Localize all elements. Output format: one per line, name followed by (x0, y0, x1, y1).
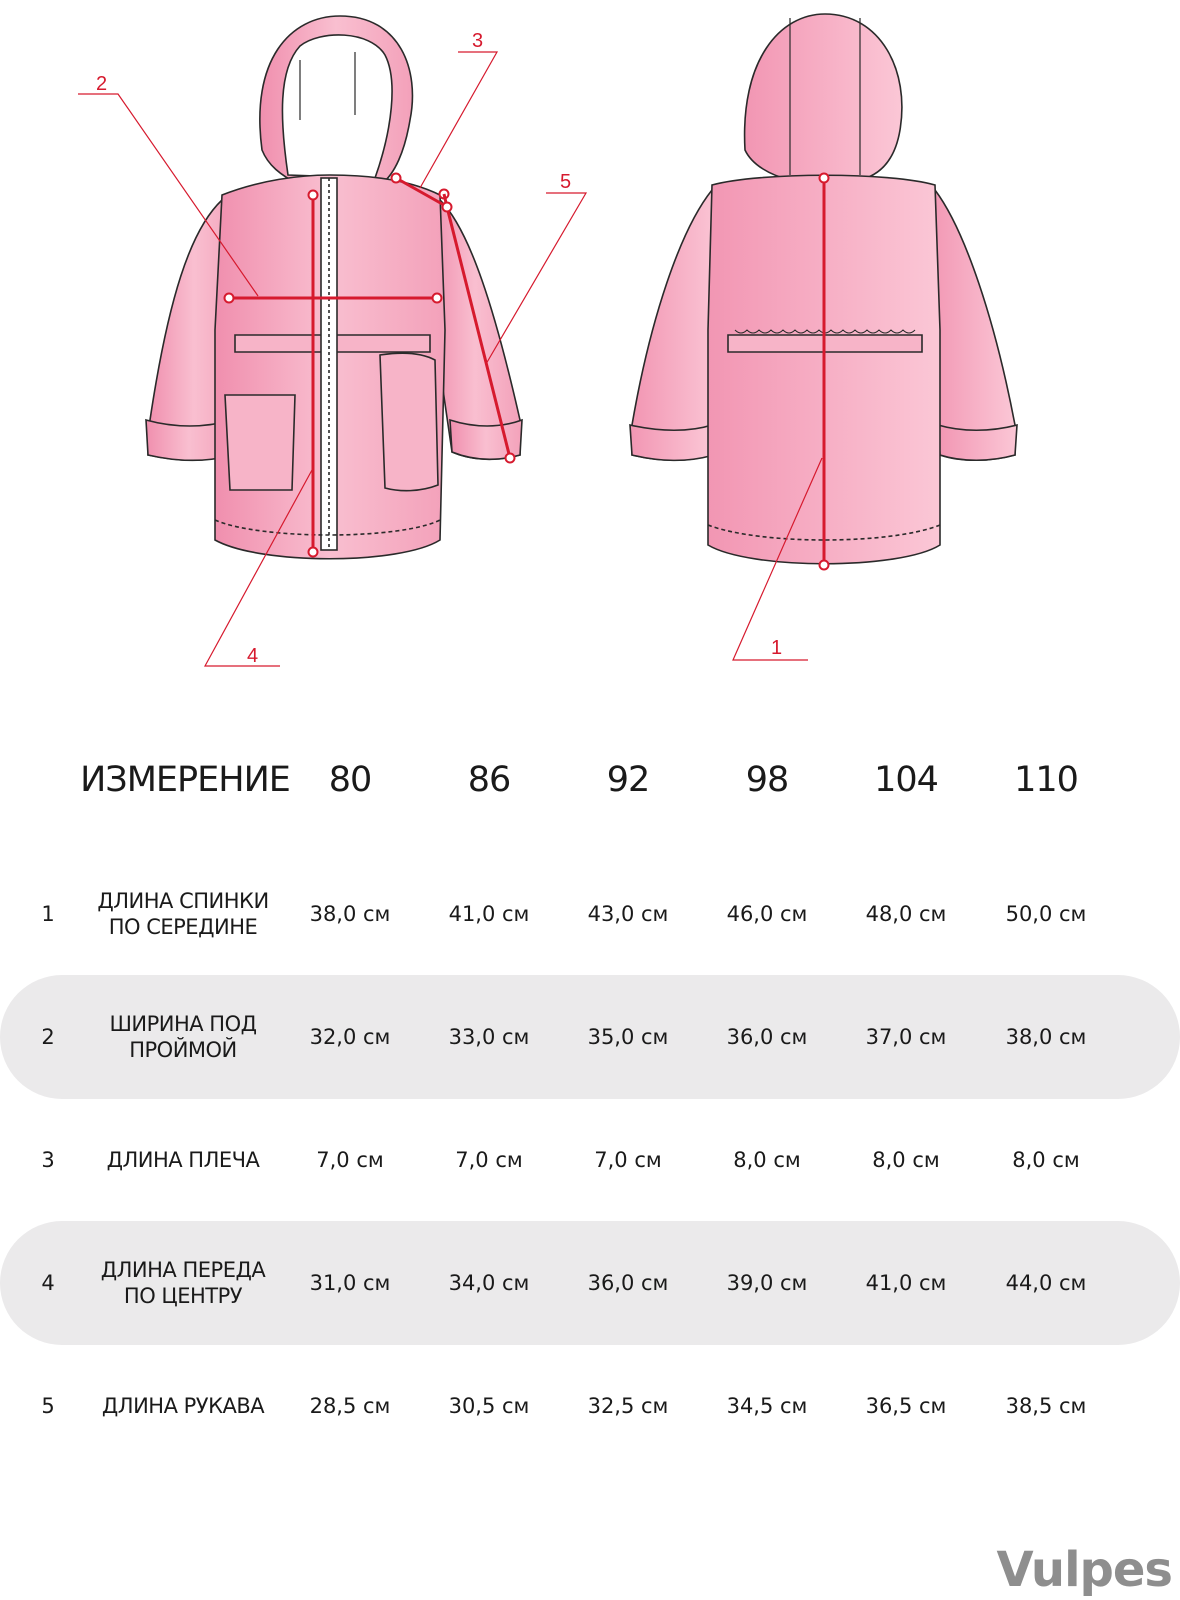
row-value: 7,0 см (316, 1148, 384, 1172)
row-value: 32,5 см (587, 1394, 669, 1418)
row-value: 36,0 см (726, 1025, 808, 1049)
row-measurement-name: ШИРИНА ПОД ПРОЙМОЙ (109, 1012, 257, 1062)
row-value: 46,0 см (726, 902, 808, 926)
table-header (0, 740, 1180, 820)
row-value: 7,0 см (594, 1148, 662, 1172)
header-measurement: ИЗМЕРЕНИЕ (80, 760, 290, 800)
row-value: 30,5 см (448, 1394, 530, 1418)
row-measurement-name: ДЛИНА ПЛЕЧА (106, 1148, 260, 1172)
row-value: 38,5 см (1005, 1394, 1087, 1418)
front-view (146, 16, 522, 559)
callout-5: 5 (560, 171, 572, 193)
table-row (0, 852, 1180, 976)
header-size: 110 (1014, 760, 1078, 800)
row-value: 44,0 см (1005, 1271, 1087, 1295)
table-row (0, 975, 1180, 1099)
callout-3: 3 (472, 30, 484, 52)
row-value: 36,5 см (865, 1394, 947, 1418)
row-value: 43,0 см (587, 902, 669, 926)
row-value: 32,0 см (309, 1025, 391, 1049)
row-value: 7,0 см (455, 1148, 523, 1172)
jacket-illustration (0, 0, 1180, 700)
row-value: 38,0 см (309, 902, 391, 926)
header-size: 80 (328, 760, 372, 800)
row-value: 38,0 см (1005, 1025, 1087, 1049)
row-number: 2 (41, 1025, 55, 1049)
row-value: 34,0 см (448, 1271, 530, 1295)
row-value: 41,0 см (448, 902, 530, 926)
callout-2: 2 (96, 73, 108, 95)
row-number: 3 (41, 1148, 55, 1172)
row-value: 34,5 см (726, 1394, 808, 1418)
header-size: 98 (745, 760, 789, 800)
table-row (0, 1344, 1180, 1468)
row-measurement-name: ДЛИНА ПЕРЕДА ПО ЦЕНТРУ (100, 1258, 266, 1308)
row-value: 39,0 см (726, 1271, 808, 1295)
row-value: 33,0 см (448, 1025, 530, 1049)
row-value: 8,0 см (733, 1148, 801, 1172)
row-number: 4 (41, 1271, 55, 1295)
table-row (0, 1221, 1180, 1345)
header-size: 86 (467, 760, 511, 800)
row-value: 35,0 см (587, 1025, 669, 1049)
row-value: 50,0 см (1005, 902, 1087, 926)
header-size: 104 (874, 760, 938, 800)
callout-4: 4 (247, 645, 259, 667)
row-number: 1 (41, 902, 55, 926)
header-size: 92 (606, 760, 650, 800)
row-value: 48,0 см (865, 902, 947, 926)
row-value: 8,0 см (1012, 1148, 1080, 1172)
callout-1: 1 (771, 637, 783, 659)
row-value: 8,0 см (872, 1148, 940, 1172)
row-number: 5 (41, 1394, 55, 1418)
row-measurement-name: ДЛИНА СПИНКИ ПО СЕРЕДИНЕ (97, 889, 269, 939)
row-value: 28,5 см (309, 1394, 391, 1418)
row-value: 37,0 см (865, 1025, 947, 1049)
brand-logo: Vulpes (996, 1542, 1172, 1598)
row-value: 41,0 см (865, 1271, 947, 1295)
table-row (0, 1098, 1180, 1222)
row-measurement-name: ДЛИНА РУКАВА (101, 1394, 265, 1418)
row-value: 36,0 см (587, 1271, 669, 1295)
row-value: 31,0 см (309, 1271, 391, 1295)
